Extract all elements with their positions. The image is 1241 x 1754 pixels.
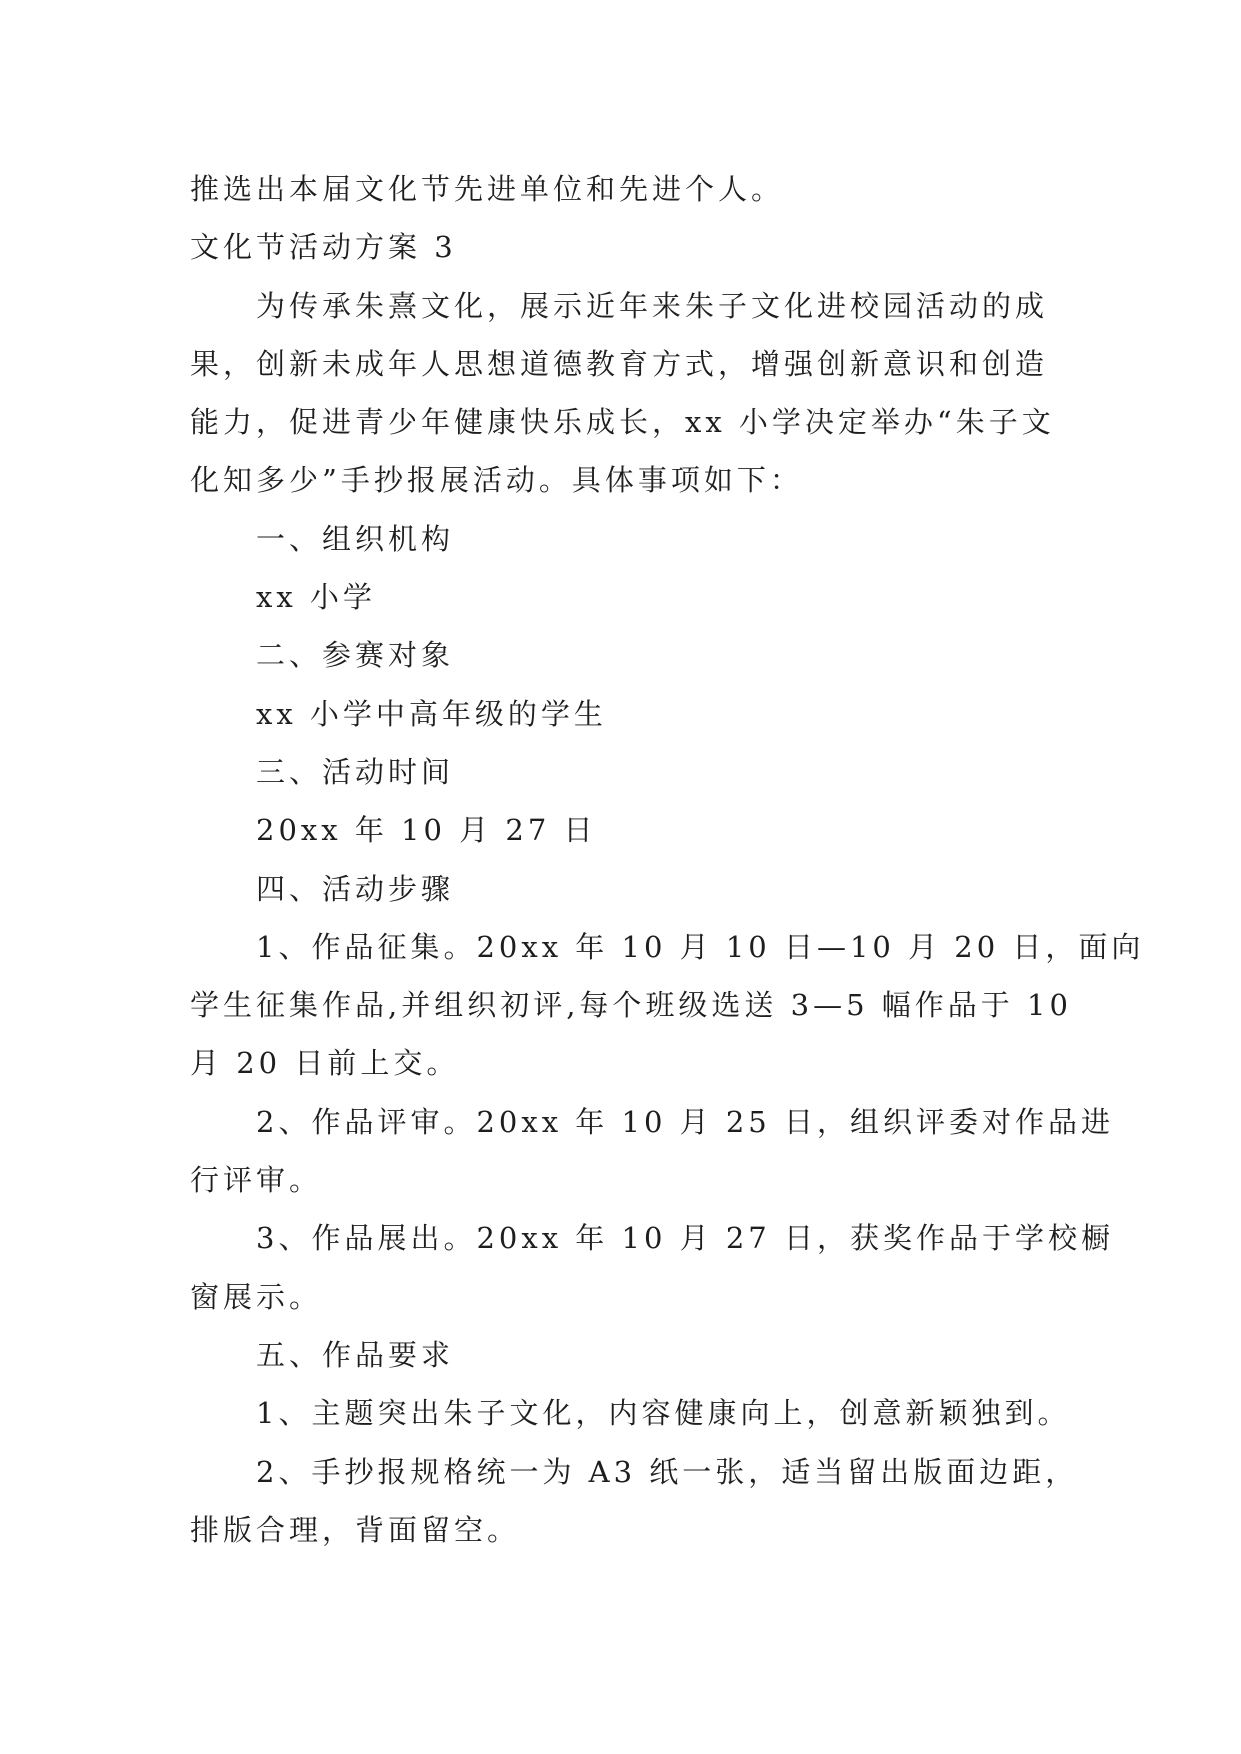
text-line: 文化节活动方案 3 — [190, 230, 457, 265]
text-line: 三、活动时间 — [256, 754, 455, 789]
text-line: 排版合理，背面留空。 — [190, 1512, 521, 1547]
text-line: 一、组织机构 — [256, 521, 455, 556]
text-line: 2、手抄报规格统一为 A3 纸一张，适当留出版面边距， — [256, 1454, 1079, 1489]
text-line: 五、作品要求 — [256, 1337, 455, 1372]
text-line: 月 20 日前上交。 — [190, 1046, 460, 1081]
text-line: 化知多少”手抄报展活动。具体事项如下： — [190, 463, 803, 498]
text-line: 果，创新未成年人思想道德教育方式，增强创新意识和创造 — [190, 346, 1049, 381]
text-line: 3、作品展出。20xx 年 10 月 27 日，获奖作品于学校橱 — [256, 1221, 1114, 1256]
text-line: 1、作品征集。20xx 年 10 月 10 日—10 月 20 日，面向 — [256, 929, 1145, 964]
text-line: 1、主题突出朱子文化，内容健康向上，创意新颖独到。 — [256, 1396, 1071, 1431]
text-line: 能力，促进青少年健康快乐成长，xx 小学决定举办“朱子文 — [190, 405, 1055, 440]
text-line: 为传承朱熹文化，展示近年来朱子文化进校园活动的成 — [256, 288, 1049, 323]
text-line: 行评审。 — [190, 1163, 323, 1198]
text-line: 推选出本届文化节先进单位和先进个人。 — [190, 172, 785, 206]
text-line: 学生征集作品,并组织初评,每个班级选送 3—5 幅作品于 10 — [190, 988, 1072, 1023]
text-line: 窗展示。 — [190, 1279, 323, 1314]
text-line: 二、参赛对象 — [256, 638, 455, 673]
text-line: xx 小学 — [256, 580, 376, 615]
document-body — [190, 160, 1145, 1559]
text-line: 四、活动步骤 — [256, 871, 455, 906]
text-line: 2、作品评审。20xx 年 10 月 25 日，组织评委对作品进 — [256, 1104, 1114, 1139]
text-line: 20xx 年 10 月 27 日 — [256, 813, 597, 848]
text-line: xx 小学中高年级的学生 — [256, 696, 607, 731]
